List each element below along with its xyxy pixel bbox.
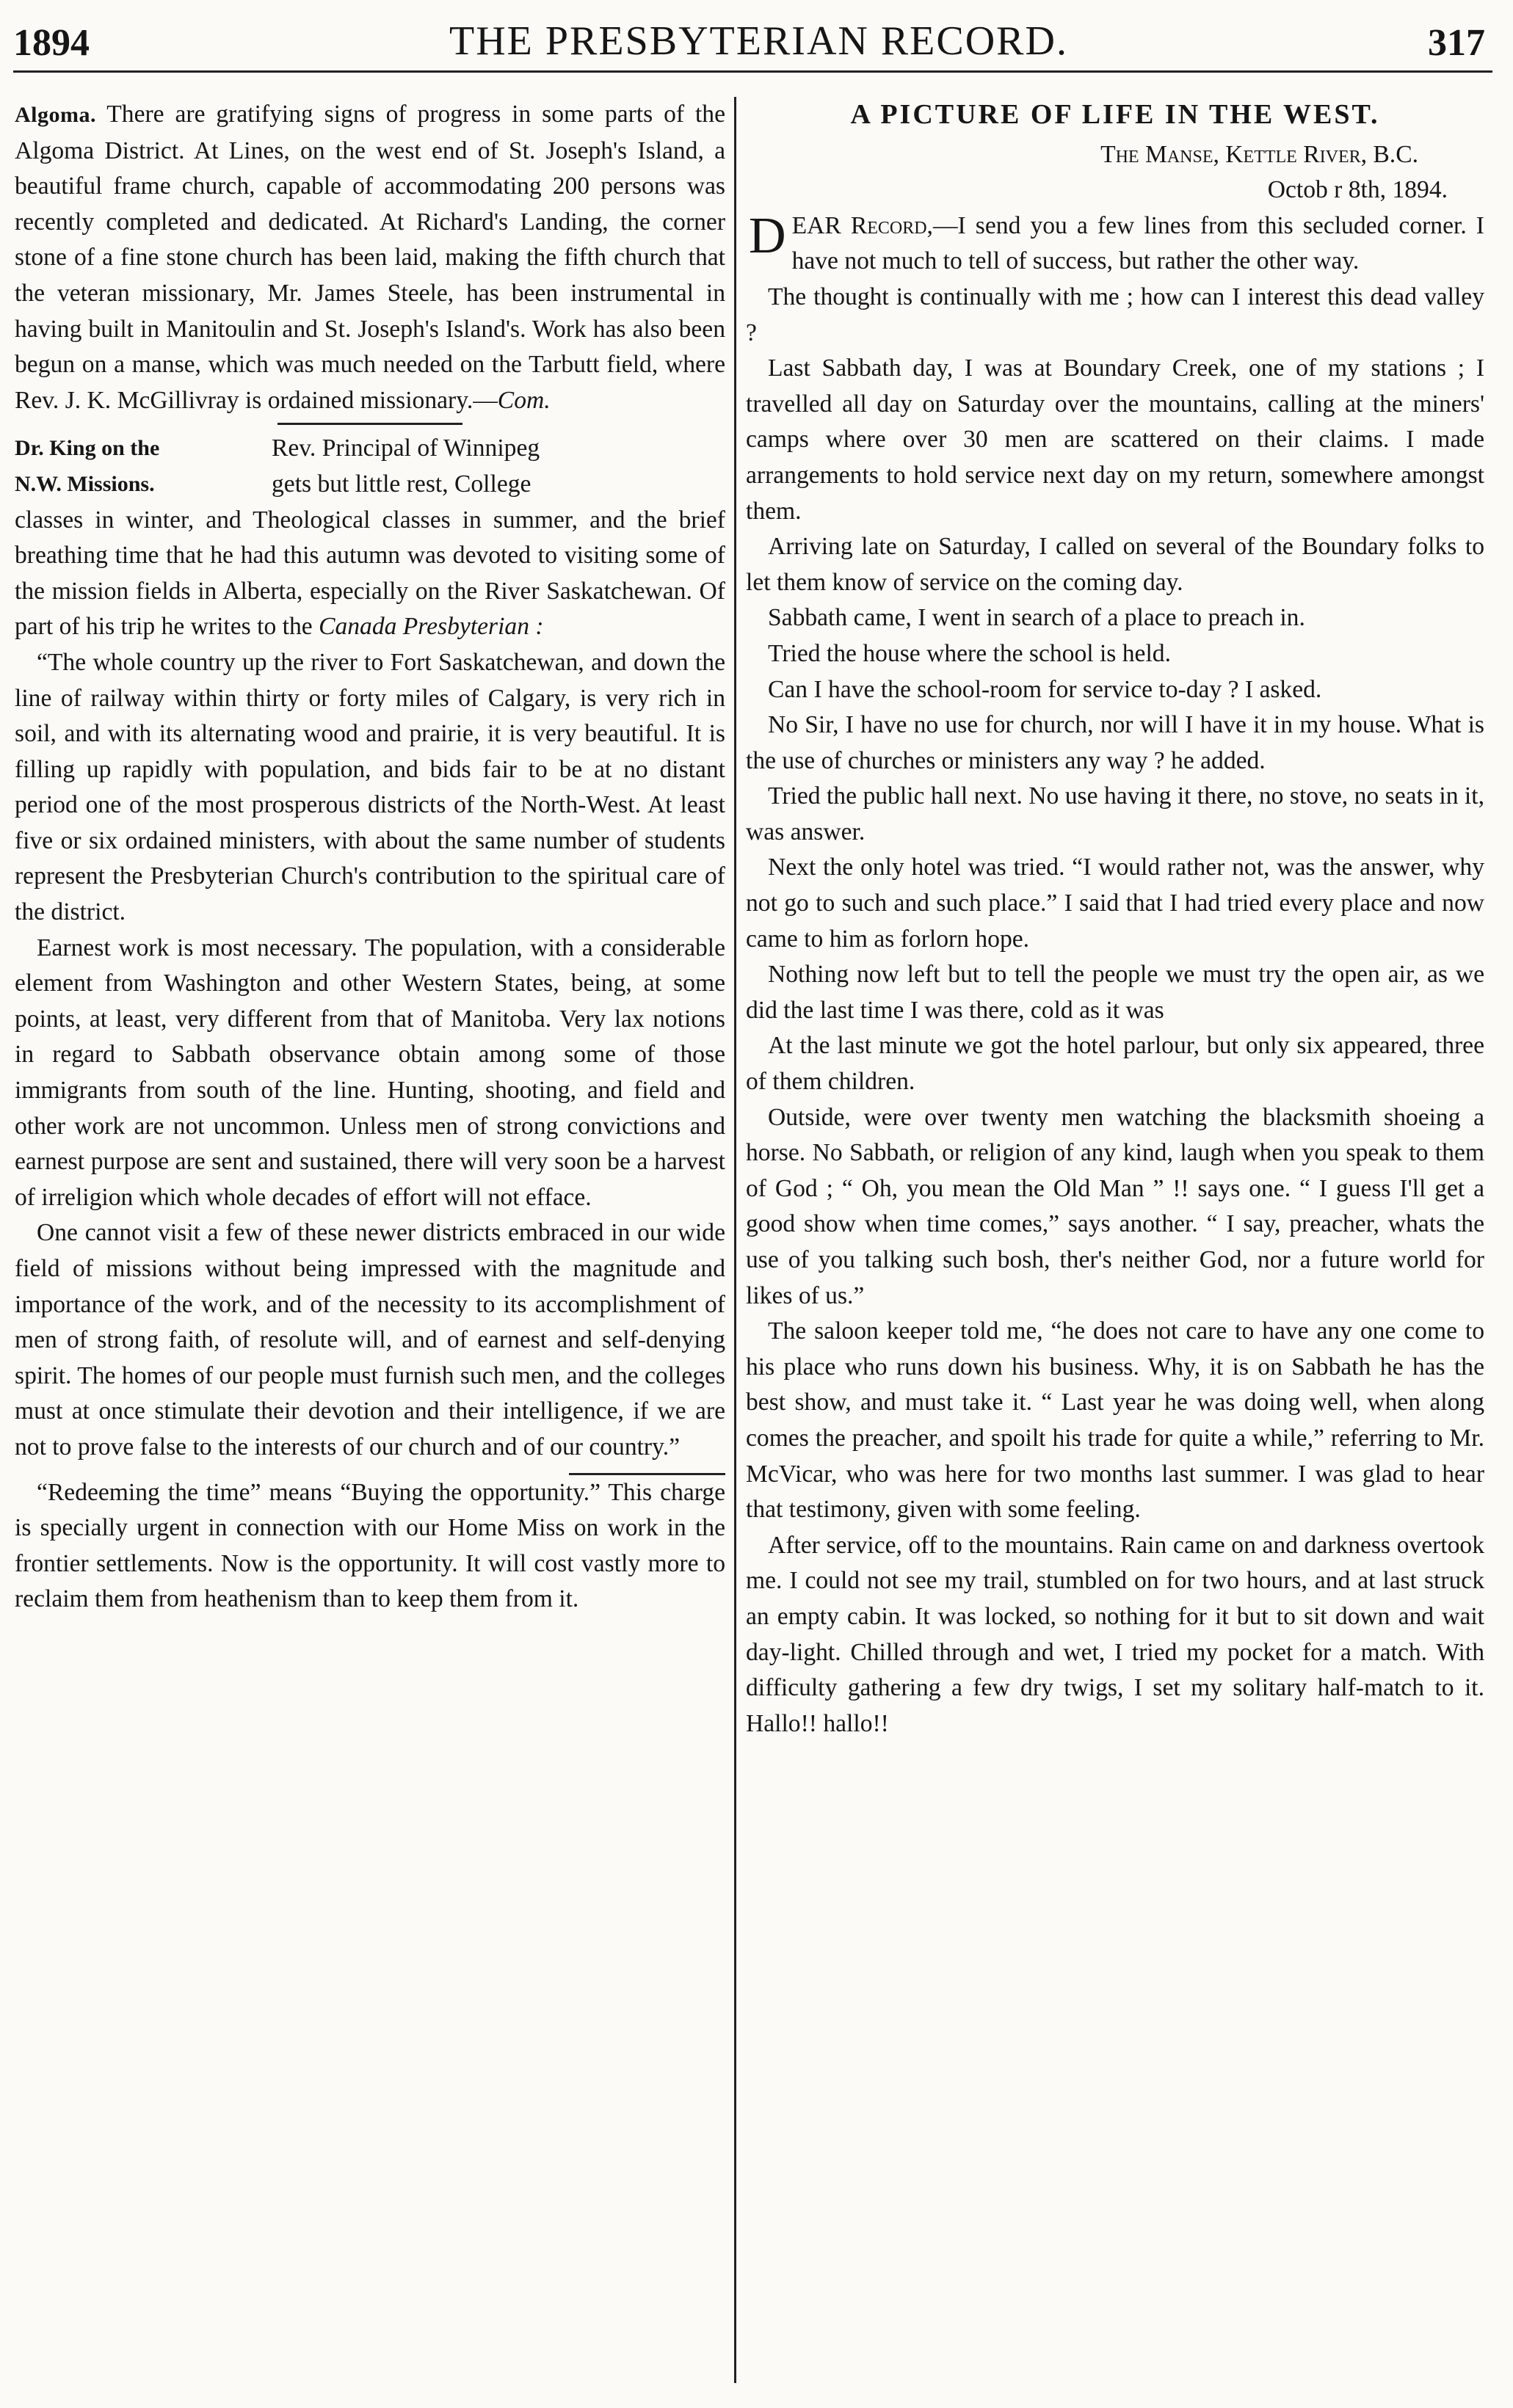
letter-opening: —I send you a few lines from this secluded corner. I have not much to tell of success, but rather the other way. <box>791 211 1484 275</box>
article-title: A PICTURE OF LIFE IN THE WEST. <box>850 99 1380 130</box>
header-year: 1894 <box>13 22 90 64</box>
letter-paragraph: Sabbath came, I went in search of a place to preach in. <box>768 604 1305 632</box>
header-title: THE PRESBYTERIAN RECORD. <box>449 18 1068 64</box>
header-rule <box>13 70 1492 73</box>
king-text: classes in winter, and Theological classes in summer, and the brief breathing time that he had this autumn was devoted to visiting some of the mission fields in Alberta, especially on the River Saskatchewan. Of part of his trip he writes to the <box>15 506 725 641</box>
header-page-number: 317 <box>1428 22 1485 64</box>
algoma-text: There are gratifying signs of progress in some parts of the Algoma District. At Lines, on the west end of St. Joseph's Island, a beautiful frame church, capable of accommodating 200 persons was recently completed and dedicated. At Richard's Landing, the corner stone of a fine stone church has been laid, making the fifth church that the veteran missionary, Mr. James Steele, has been instrumental in having built in Manitoulin and St. Joseph's Island's. Work has also been begun on a manse, which was much needed on the Tarbutt field, where Rev. J. K. McGillivray is ordained missionary.— <box>15 101 725 414</box>
king-paragraph-2: “The whole country up the river to Fort Saskatchewan, and down the line of railway within thirty or forty miles of Calgary, is very rich in soil, and with its alternating wood and prairie, it is very beautiful. It is filling up rapidly with population, and bids fair to be at no distant period one of the most prosperous districts of the North-West. At least five or six ordained ministers, with about the same number of students represent the Presbyterian Church's contribution to the spiritual care of the district. <box>15 648 725 926</box>
letter-paragraph: The thought is continually with me ; how can I interest this dead valley ? <box>746 283 1484 346</box>
letter-paragraph: After service, off to the mountains. Rain came on and darkness overtook me. I could not see my trail, stumbled on for two hours, and at last struck an empty cabin. It was locked, so nothing for it but to sit down and wait day-light. Chilled through and wet, I tried my pocket for a match. With difficulty gathering a few dry twigs, I set my solitary half-match to it. Hallo!! hallo!! <box>746 1531 1484 1737</box>
letter-paragraph: Tried the public hall next. No use having it there, no stove, no seats in it, was answer. <box>746 782 1484 845</box>
letter-paragraph: Next the only hotel was tried. “I would rather not, was the answer, why not go to such and such place.” I said that I had tried every place and now came to him as forlorn hope. <box>746 854 1484 953</box>
letter-paragraph: Tried the house where the school is held. <box>768 639 1171 667</box>
letter-paragraph: Arriving late on Saturday, I called on several of the Boundary folks to let them know of service on the coming day. <box>746 533 1484 596</box>
algoma-head: Algoma. <box>15 103 96 127</box>
king-head-line1: Dr. King on the <box>15 436 160 461</box>
article-date: Octob r 8th, 1894. <box>1267 176 1448 204</box>
letter-paragraph: No Sir, I have no use for church, nor will I have it in my house. What is the use of churches or ministers any way ? he added. <box>746 711 1484 774</box>
letter-paragraph: Last Sabbath day, I was at Boundary Creek, one of my stations ; I travelled all day on Saturday over the mountains, calling at the miners' camps where over 30 men are scattered on their claims. I made arrangements to hold service next day on my return, somewhere amongst them. <box>746 354 1484 525</box>
right-column <box>746 97 1484 2387</box>
algoma-credit: Com. <box>497 386 551 414</box>
king-paper-name: Canada Presbyterian : <box>319 613 544 641</box>
king-paragraph-1 <box>15 503 725 645</box>
king-paragraph-4: One cannot visit a few of these newer districts embraced in our wide field of missions without being impressed with the magnitude and importance of the work, and of the necessity to its accomplishment of men of strong faith, of resolute will, and of earnest and self-denying spirit. The homes of our people must furnish such men, and the colleges must at once stimulate their devotion and their intelligence, if we are not to prove false to the interests of our church and of our country.” <box>15 1219 725 1461</box>
king-intro-line1: Rev. Principal of Winnipeg <box>272 434 540 462</box>
letter-paragraph: Can I have the school-room for service to-day ? I asked. <box>768 675 1322 703</box>
king-side-head <box>15 431 257 502</box>
left-column <box>15 97 725 2387</box>
letter-paragraph: Nothing now left but to tell the people we must try the open air, as we did the last time I was there, cold as it was <box>746 961 1484 1024</box>
letter-paragraph: At the last minute we got the hotel parlour, but only six appeared, three of them children. <box>746 1032 1484 1096</box>
drop-cap: D <box>749 207 786 264</box>
king-intro-line2: gets but little rest, College <box>272 470 531 498</box>
article-dateline: The Manse, Kettle River, B.C. <box>1100 140 1418 168</box>
king-intro <box>257 431 725 502</box>
letter-paragraph: Outside, were over twenty men watching the blacksmith shoeing a horse. No Sabbath, or religion of any kind, laugh when you speak to them of God ; “ Oh, you mean the Old Man ” !! says one. “ I guess I'll get a good show when time comes,” says another. “ I say, preacher, whats the use of you talking such bosh, ther's neither God, nor a future world for likes of us.” <box>746 1103 1484 1309</box>
section-divider <box>277 423 462 425</box>
algoma-paragraph <box>15 97 725 418</box>
letter-paragraph: The saloon keeper told me, “he does not care to have any one come to his place who runs down his business. Why, it is on Sabbath he has the best show, and must take it. “ Last year he was doing well, when along comes the preacher, and spoilt his trade for quite a while,” referring to Mr. McVicar, who was here for two months last summer. I was glad to hear that testimony, given with some feeling. <box>746 1317 1484 1524</box>
king-head-line2: N.W. Missions. <box>15 471 155 496</box>
letter-salutation: EAR Record, <box>791 211 933 239</box>
redeem-paragraph: “Redeeming the time” means “Buying the opportunity.” This charge is specially urgent in connection with our Home Miss on work in the frontier settlements. Now is the opportunity. It will cost vastly more to reclaim them from heathenism than to keep them from it. <box>15 1478 725 1613</box>
page-header <box>13 7 1485 65</box>
king-paragraph-3: Earnest work is most necessary. The population, with a considerable element from Washington and other Western States, being, at some points, at least, very different from that of Manitoba. Very lax notions in regard to Sabbath observance obtain among some of those immigrants from south of the line. Hunting, shooting, and field and other work are not uncommon. Unless men of strong convictions and earnest purpose are sent and sustained, there will very soon be a harvest of irreligion which whole decades of effort will not efface. <box>15 934 725 1211</box>
king-head-block <box>15 431 725 502</box>
column-rule <box>734 97 736 2383</box>
letter-paragraph-1 <box>746 208 1484 280</box>
